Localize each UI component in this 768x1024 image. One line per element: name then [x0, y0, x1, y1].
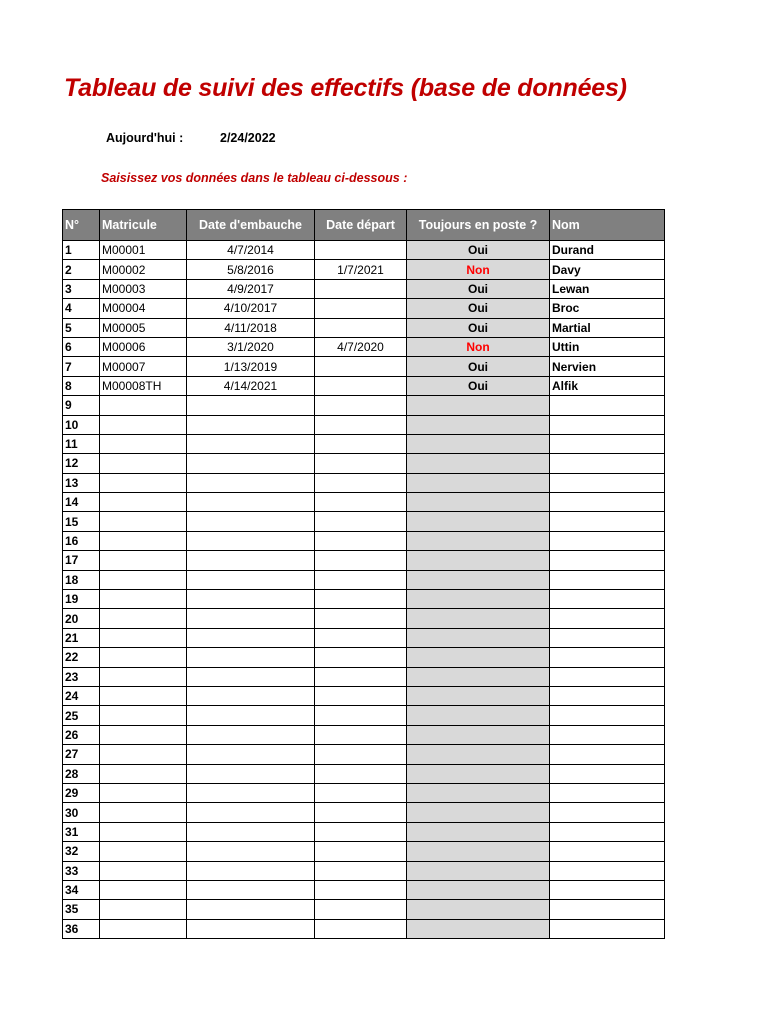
departure-date-cell[interactable] [315, 570, 407, 589]
name-cell[interactable] [550, 880, 665, 899]
table-row [63, 667, 665, 686]
departure-date-cell[interactable] [315, 473, 407, 492]
table-row [63, 318, 665, 337]
matricule-cell[interactable] [100, 396, 187, 415]
row-number-cell[interactable]: 6 [63, 337, 100, 356]
still-employed-cell[interactable]: Oui [407, 299, 550, 318]
name-cell[interactable] [550, 667, 665, 686]
hire-date-cell[interactable]: 1/13/2019 [187, 357, 315, 376]
table-row [63, 764, 665, 783]
departure-date-cell[interactable] [315, 667, 407, 686]
departure-date-cell[interactable] [315, 648, 407, 667]
matricule-cell[interactable] [100, 493, 187, 512]
row-number-cell[interactable]: 4 [63, 299, 100, 318]
still-employed-cell[interactable] [407, 880, 550, 899]
matricule-cell[interactable] [100, 531, 187, 550]
row-number-cell[interactable]: 7 [63, 357, 100, 376]
row-number-cell[interactable]: 36 [63, 919, 100, 938]
name-cell[interactable] [550, 396, 665, 415]
departure-date-cell[interactable] [315, 493, 407, 512]
table-row [63, 570, 665, 589]
column-header-hire-date[interactable]: Date d'embauche [187, 210, 315, 241]
table-row [63, 861, 665, 880]
still-employed-cell[interactable] [407, 706, 550, 725]
table-row [63, 357, 665, 376]
matricule-cell[interactable] [100, 628, 187, 647]
matricule-cell[interactable] [100, 473, 187, 492]
row-number-cell[interactable]: 34 [63, 880, 100, 899]
matricule-cell[interactable] [100, 842, 187, 861]
hire-date-cell[interactable] [187, 725, 315, 744]
name-cell[interactable] [550, 842, 665, 861]
row-number-cell[interactable]: 2 [63, 260, 100, 279]
matricule-cell[interactable]: M00004 [100, 299, 187, 318]
row-number-cell[interactable]: 26 [63, 725, 100, 744]
table-row [63, 590, 665, 609]
name-cell[interactable] [550, 551, 665, 570]
hire-date-cell[interactable] [187, 531, 315, 550]
row-number-cell[interactable]: 1 [63, 241, 100, 260]
table-row [63, 783, 665, 802]
matricule-cell[interactable] [100, 454, 187, 473]
hire-date-cell[interactable] [187, 822, 315, 841]
still-employed-cell[interactable] [407, 648, 550, 667]
still-employed-cell[interactable] [407, 454, 550, 473]
still-employed-cell[interactable] [407, 473, 550, 492]
table-row [63, 822, 665, 841]
departure-date-cell[interactable]: 1/7/2021 [315, 260, 407, 279]
row-number-cell[interactable]: 20 [63, 609, 100, 628]
table-row [63, 842, 665, 861]
departure-date-cell[interactable] [315, 803, 407, 822]
matricule-cell[interactable] [100, 764, 187, 783]
column-header-number[interactable]: N° [63, 210, 100, 241]
still-employed-cell[interactable] [407, 900, 550, 919]
row-number-cell[interactable]: 14 [63, 493, 100, 512]
still-employed-cell[interactable] [407, 667, 550, 686]
table-row [63, 337, 665, 356]
table-row [63, 241, 665, 260]
matricule-cell[interactable] [100, 725, 187, 744]
departure-date-cell[interactable] [315, 512, 407, 531]
departure-date-cell[interactable]: 4/7/2020 [315, 337, 407, 356]
table-row [63, 279, 665, 298]
hire-date-cell[interactable] [187, 745, 315, 764]
name-cell[interactable]: Davy [550, 260, 665, 279]
table-row [63, 686, 665, 705]
row-number-cell[interactable]: 23 [63, 667, 100, 686]
column-header-name[interactable]: Nom [550, 210, 665, 241]
row-number-cell[interactable]: 3 [63, 279, 100, 298]
hire-date-cell[interactable]: 3/1/2020 [187, 337, 315, 356]
column-header-departure-date[interactable]: Date départ [315, 210, 407, 241]
hire-date-cell[interactable] [187, 396, 315, 415]
name-cell[interactable] [550, 803, 665, 822]
table-row [63, 706, 665, 725]
hire-date-cell[interactable] [187, 648, 315, 667]
name-cell[interactable] [550, 648, 665, 667]
name-cell[interactable] [550, 590, 665, 609]
matricule-cell[interactable] [100, 648, 187, 667]
row-number-cell[interactable]: 22 [63, 648, 100, 667]
name-cell[interactable] [550, 764, 665, 783]
table-row [63, 396, 665, 415]
departure-date-cell[interactable] [315, 919, 407, 938]
hire-date-cell[interactable] [187, 415, 315, 434]
hire-date-cell[interactable] [187, 783, 315, 802]
name-cell[interactable] [550, 725, 665, 744]
matricule-cell[interactable] [100, 512, 187, 531]
departure-date-cell[interactable] [315, 764, 407, 783]
still-employed-cell[interactable] [407, 861, 550, 880]
matricule-cell[interactable] [100, 667, 187, 686]
departure-date-cell[interactable] [315, 376, 407, 395]
table-row [63, 299, 665, 318]
row-number-cell[interactable]: 16 [63, 531, 100, 550]
still-employed-cell[interactable]: Oui [407, 318, 550, 337]
hire-date-cell[interactable]: 4/7/2014 [187, 241, 315, 260]
hire-date-cell[interactable] [187, 590, 315, 609]
name-cell[interactable] [550, 783, 665, 802]
name-cell[interactable] [550, 900, 665, 919]
departure-date-cell[interactable] [315, 241, 407, 260]
still-employed-cell[interactable] [407, 512, 550, 531]
matricule-cell[interactable]: M00003 [100, 279, 187, 298]
departure-date-cell[interactable] [315, 357, 407, 376]
still-employed-cell[interactable]: Oui [407, 357, 550, 376]
departure-date-cell[interactable] [315, 706, 407, 725]
hire-date-cell[interactable] [187, 706, 315, 725]
name-cell[interactable] [550, 686, 665, 705]
hire-date-cell[interactable] [187, 803, 315, 822]
still-employed-cell[interactable] [407, 745, 550, 764]
hire-date-cell[interactable]: 5/8/2016 [187, 260, 315, 279]
hire-date-cell[interactable] [187, 512, 315, 531]
still-employed-cell[interactable] [407, 764, 550, 783]
departure-date-cell[interactable] [315, 783, 407, 802]
name-cell[interactable]: Nervien [550, 357, 665, 376]
still-employed-cell[interactable] [407, 415, 550, 434]
still-employed-cell[interactable] [407, 434, 550, 453]
hire-date-cell[interactable] [187, 861, 315, 880]
hire-date-cell[interactable] [187, 570, 315, 589]
matricule-cell[interactable] [100, 590, 187, 609]
name-cell[interactable] [550, 570, 665, 589]
column-header-still-employed[interactable]: Toujours en poste ? [407, 210, 550, 241]
still-employed-cell[interactable] [407, 570, 550, 589]
departure-date-cell[interactable] [315, 686, 407, 705]
matricule-cell[interactable] [100, 686, 187, 705]
still-employed-cell[interactable] [407, 919, 550, 938]
departure-date-cell[interactable] [315, 842, 407, 861]
table-row [63, 473, 665, 492]
row-number-cell[interactable]: 35 [63, 900, 100, 919]
hire-date-cell[interactable] [187, 551, 315, 570]
table-row [63, 648, 665, 667]
still-employed-cell[interactable] [407, 590, 550, 609]
name-cell[interactable] [550, 745, 665, 764]
name-cell[interactable]: Lewan [550, 279, 665, 298]
page-title: Tableau de suivi des effectifs (base de données) [64, 74, 627, 102]
row-number-cell[interactable]: 9 [63, 396, 100, 415]
still-employed-cell[interactable]: Oui [407, 279, 550, 298]
matricule-cell[interactable]: M00007 [100, 357, 187, 376]
hire-date-cell[interactable] [187, 609, 315, 628]
still-employed-cell[interactable] [407, 396, 550, 415]
still-employed-cell[interactable] [407, 783, 550, 802]
table-row [63, 803, 665, 822]
matricule-cell[interactable] [100, 745, 187, 764]
row-number-cell[interactable]: 30 [63, 803, 100, 822]
today-label: Aujourd'hui : [106, 131, 184, 145]
table-row [63, 512, 665, 531]
table-row [63, 900, 665, 919]
matricule-cell[interactable] [100, 803, 187, 822]
table-body [63, 241, 665, 939]
name-cell[interactable] [550, 473, 665, 492]
name-cell[interactable] [550, 628, 665, 647]
name-cell[interactable] [550, 919, 665, 938]
matricule-cell[interactable] [100, 822, 187, 841]
departure-date-cell[interactable] [315, 900, 407, 919]
table-row [63, 415, 665, 434]
still-employed-cell[interactable] [407, 686, 550, 705]
still-employed-cell[interactable] [407, 725, 550, 744]
still-employed-cell[interactable]: Non [407, 260, 550, 279]
row-number-cell[interactable]: 28 [63, 764, 100, 783]
departure-date-cell[interactable] [315, 531, 407, 550]
table-row [63, 609, 665, 628]
hire-date-cell[interactable] [187, 880, 315, 899]
still-employed-cell[interactable] [407, 822, 550, 841]
still-employed-cell[interactable] [407, 609, 550, 628]
row-number-cell[interactable]: 10 [63, 415, 100, 434]
table-row [63, 376, 665, 395]
table-row [63, 745, 665, 764]
matricule-cell[interactable] [100, 919, 187, 938]
hire-date-cell[interactable] [187, 473, 315, 492]
matricule-cell[interactable] [100, 706, 187, 725]
departure-date-cell[interactable] [315, 318, 407, 337]
matricule-cell[interactable] [100, 880, 187, 899]
hire-date-cell[interactable]: 4/11/2018 [187, 318, 315, 337]
departure-date-cell[interactable] [315, 396, 407, 415]
departure-date-cell[interactable] [315, 279, 407, 298]
matricule-cell[interactable]: M00002 [100, 260, 187, 279]
matricule-cell[interactable]: M00005 [100, 318, 187, 337]
departure-date-cell[interactable] [315, 551, 407, 570]
departure-date-cell[interactable] [315, 454, 407, 473]
hire-date-cell[interactable] [187, 434, 315, 453]
departure-date-cell[interactable] [315, 299, 407, 318]
name-cell[interactable] [550, 512, 665, 531]
hire-date-cell[interactable] [187, 764, 315, 783]
matricule-cell[interactable] [100, 783, 187, 802]
matricule-cell[interactable] [100, 900, 187, 919]
row-number-cell[interactable]: 19 [63, 590, 100, 609]
row-number-cell[interactable]: 29 [63, 783, 100, 802]
row-number-cell[interactable]: 15 [63, 512, 100, 531]
still-employed-cell[interactable] [407, 842, 550, 861]
matricule-cell[interactable] [100, 434, 187, 453]
table-row [63, 434, 665, 453]
row-number-cell[interactable]: 18 [63, 570, 100, 589]
matricule-cell[interactable]: M00001 [100, 241, 187, 260]
hire-date-cell[interactable] [187, 454, 315, 473]
column-header-matricule[interactable]: Matricule [100, 210, 187, 241]
table-row [63, 880, 665, 899]
matricule-cell[interactable] [100, 551, 187, 570]
name-cell[interactable]: Martial [550, 318, 665, 337]
row-number-cell[interactable]: 17 [63, 551, 100, 570]
matricule-cell[interactable] [100, 861, 187, 880]
name-cell[interactable] [550, 493, 665, 512]
departure-date-cell[interactable] [315, 609, 407, 628]
hire-date-cell[interactable]: 4/14/2021 [187, 376, 315, 395]
row-number-cell[interactable]: 25 [63, 706, 100, 725]
name-cell[interactable] [550, 861, 665, 880]
still-employed-cell[interactable] [407, 531, 550, 550]
name-cell[interactable] [550, 822, 665, 841]
name-cell[interactable] [550, 415, 665, 434]
departure-date-cell[interactable] [315, 434, 407, 453]
still-employed-cell[interactable] [407, 493, 550, 512]
hire-date-cell[interactable] [187, 842, 315, 861]
name-cell[interactable] [550, 531, 665, 550]
hire-date-cell[interactable] [187, 667, 315, 686]
row-number-cell[interactable]: 27 [63, 745, 100, 764]
row-number-cell[interactable]: 31 [63, 822, 100, 841]
name-cell[interactable] [550, 609, 665, 628]
instruction-text: Saisissez vos données dans le tableau ci-dessous : [101, 171, 408, 185]
still-employed-cell[interactable] [407, 803, 550, 822]
departure-date-cell[interactable] [315, 880, 407, 899]
departure-date-cell[interactable] [315, 861, 407, 880]
still-employed-cell[interactable] [407, 551, 550, 570]
name-cell[interactable] [550, 434, 665, 453]
table-row [63, 551, 665, 570]
row-number-cell[interactable]: 5 [63, 318, 100, 337]
name-cell[interactable]: Durand [550, 241, 665, 260]
still-employed-cell[interactable]: Non [407, 337, 550, 356]
departure-date-cell[interactable] [315, 822, 407, 841]
table-row [63, 454, 665, 473]
departure-date-cell[interactable] [315, 725, 407, 744]
table-row [63, 919, 665, 938]
departure-date-cell[interactable] [315, 745, 407, 764]
hire-date-cell[interactable] [187, 628, 315, 647]
hire-date-cell[interactable]: 4/10/2017 [187, 299, 315, 318]
table-row [63, 260, 665, 279]
still-employed-cell[interactable]: Oui [407, 241, 550, 260]
name-cell[interactable]: Broc [550, 299, 665, 318]
row-number-cell[interactable]: 33 [63, 861, 100, 880]
hire-date-cell[interactable]: 4/9/2017 [187, 279, 315, 298]
matricule-cell[interactable] [100, 415, 187, 434]
hire-date-cell[interactable] [187, 919, 315, 938]
hire-date-cell[interactable] [187, 686, 315, 705]
departure-date-cell[interactable] [315, 415, 407, 434]
table-row [63, 493, 665, 512]
table-header-row [63, 210, 665, 241]
name-cell[interactable]: Alfik [550, 376, 665, 395]
hire-date-cell[interactable] [187, 493, 315, 512]
name-cell[interactable] [550, 706, 665, 725]
table-row [63, 531, 665, 550]
table-row [63, 725, 665, 744]
row-number-cell[interactable]: 12 [63, 454, 100, 473]
departure-date-cell[interactable] [315, 590, 407, 609]
row-number-cell[interactable]: 21 [63, 628, 100, 647]
row-number-cell[interactable]: 8 [63, 376, 100, 395]
table-row [63, 628, 665, 647]
still-employed-cell[interactable] [407, 628, 550, 647]
matricule-cell[interactable]: M00008TH [100, 376, 187, 395]
hire-date-cell[interactable] [187, 900, 315, 919]
matricule-cell[interactable] [100, 570, 187, 589]
row-number-cell[interactable]: 13 [63, 473, 100, 492]
row-number-cell[interactable]: 11 [63, 434, 100, 453]
employee-table [62, 209, 665, 939]
matricule-cell[interactable]: M00006 [100, 337, 187, 356]
today-value[interactable]: 2/24/2022 [220, 131, 276, 145]
row-number-cell[interactable]: 24 [63, 686, 100, 705]
name-cell[interactable]: Uttin [550, 337, 665, 356]
matricule-cell[interactable] [100, 609, 187, 628]
departure-date-cell[interactable] [315, 628, 407, 647]
row-number-cell[interactable]: 32 [63, 842, 100, 861]
still-employed-cell[interactable]: Oui [407, 376, 550, 395]
name-cell[interactable] [550, 454, 665, 473]
